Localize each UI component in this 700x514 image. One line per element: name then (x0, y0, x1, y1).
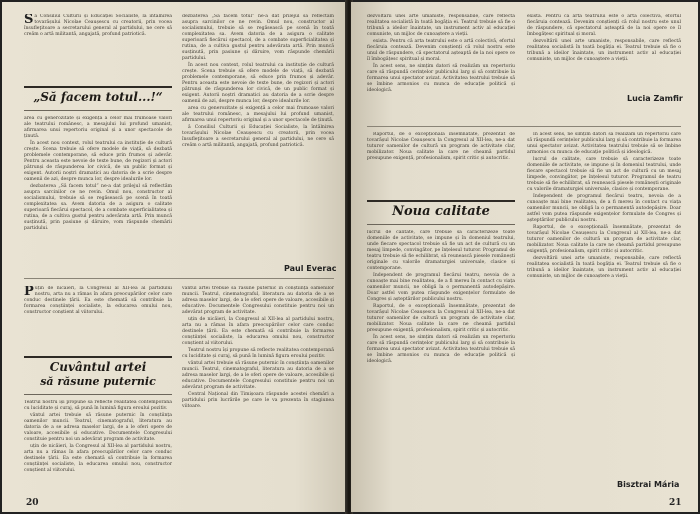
article1-title: „Să facem totul...!“ (33, 90, 163, 104)
page-number-left: 20 (26, 498, 39, 508)
right-article2-intro-text: Raportul, de o excepțională însemnătate, prezentat de tovarășul Nicolae Ceaușescu la Congresul al XII-lea, ne-a dat tuturor oamenilor de cultură un program de activitate clar, mobilizator. Noua calitate la care ne cheamă partidul presupune exigență, profesionalism, spirit critic și autocritic. (367, 132, 515, 161)
article2-col-a-body (24, 400, 172, 496)
article1-col-a-para1: area cu generozitate și exigență a celor mai frumoase valori ale teatrului românesc, a mesajului lui profund umanist, afirmarea unui repertoriu original și a unor spectacole de ținută. (24, 116, 172, 139)
article1-col-b-para4: ă Consiliul Culturii și Educației Socialiste, la întâlnirea tovarășului Nicolae Ceaușescu cu creatorii, prin vocea însufleţitoare a secretarului general al partidului, ne cere să creăm o artă militantă, angajată, profund patriotică. (182, 125, 334, 148)
article1-col-b (182, 14, 334, 266)
article2-col-a-para1: Teatrul nostru își propune să reflecte realitatea contemporană cu luciditate și curaj, să pună în lumină figura eroului pozitiv. (24, 400, 172, 411)
right-article2-col-b-para1: În acest sens, ne simțim datori să realizăm un repertoriu care să răspundă cerințelor publicului larg și să contribuie la formarea unui spectator avizat. Activitatea teatrului trebuie să se îmbine armonios cu munca de educație politică și ideologică. (527, 132, 681, 155)
right-article1-col-b-para1: exista. Pentru că arta teatrului este o artă colectivă, efortul fiecăruia contează. Devenim conștienți că rolul nostru este unul de răspundere, că spectatorul așteaptă de la noi opere ce îl îmbogățesc spiritual și moral. (527, 14, 681, 37)
drop-cap-2: P (24, 286, 34, 299)
right-article2-col-a-para2: Independent de programul fiecărui teatru, nevoia de a cunoaște mai bine realitatea, de a fi mereu în contact cu viața oamenilor muncii, ne obligă la o permanentă autodepășire. Doar astfel vom putea răspunde exigențelor formulate de Congres și așteptărilor publicului nostru. (367, 273, 515, 302)
right-article1-col-a-para1: dezvoltării unei arte umaniste, responsabile, care reflectă realitatea socialistă în toată bogăția ei. Teatrul trebuie să fie o tribună a ideilor înaintate, un instrument activ al educației comuniste, un mijloc de cunoaștere a vieții. (367, 14, 515, 37)
article2-col-b-para1: vântul artei trebuie să răsune puternic în conștiința oamenilor muncii. Teatrul, cinematograful, literatura au datoria de a se adresa maselor largi, de a le oferi opere de valoare, accesibile și educative. Documentele Congresului constituie pentru noi un adevărat program de activitate. (182, 286, 334, 315)
right-article2-title: Noua calitate (392, 204, 490, 219)
heading-rule-bottom (24, 110, 172, 111)
article2-intro-text: uțin de nicăieri, la Congresul al XII-lea al partidului nostru, arta nu a rămas în afara preocupărilor celor care conduc destinele țării. Ea este chemată să contribuie la formarea conștiinței socialiste, la educarea omului nou, constructor conștient al viitorului. (24, 286, 172, 315)
right-article2-col-b-para4: Raportul, de o excepțională însemnătate, prezentat de tovarășul Nicolae Ceaușescu la Congresul al XII-lea, ne-a dat tuturor oamenilor de cultură un program de activitate clar, mobilizator. Noua calitate la care ne cheamă partidul presupune exigență, profesionalism, spirit critic și autocritic. (527, 225, 681, 254)
right-article2-col-b-para3: Independent de programul fiecărui teatru, nevoia de a cunoaște mai bine realitatea, de a fi mereu în contact cu viața oamenilor muncii, ne obligă la o permanentă autodepășire. Doar astfel vom putea răspunde exigențelor formulate de Congres și așteptărilor publicului nostru. (527, 194, 681, 223)
right-article1-col-b-para2: dezvoltării unei arte umaniste, responsabile, care reflectă realitatea socialistă în toată bogăția ei. Teatrul trebuie să fie o tribună a ideilor înaintate, un instrument activ al educației comuniste, un mijloc de cunoaștere a vieții. (527, 39, 681, 62)
heading2-rule-top (24, 356, 172, 358)
right-section-divider (367, 126, 681, 127)
article2-col-b-para4: vântul artei trebuie să răsune puternic în conștiința oamenilor muncii. Teatrul, cinematograful, literatura au datoria de a se adresa maselor largi, de a le oferi opere de valoare, accesibile și educative. Documentele Congresului constituie pentru noi un adevărat program de activitate. (182, 361, 334, 390)
right-heading-rule-bottom (367, 224, 515, 225)
article1-col-a-para3: dezbaterea „Să facem totul” ne-a dat prilejul să reflectăm asupra sarcinilor ce ne revin. Omul nou, constructor al socialismului, trebuie să se regăsească pe scenă în toată complexitatea sa. Avem datoria de a asigura o calitate superioară fiecărui spectacol, de a combate superficialitatea și rutina, de a cultiva gustul pentru adevărata artă. Prin muncă susținută, prin pasiune și dăruire, vom răspunde chemării partidului. (24, 184, 172, 231)
left-page (2, 2, 347, 512)
right-article2-col-a-para1: lucrul de calitate, care trebuie să caracterizeze toate domeniile de activitate, se impune și în domeniul teatrului, unde fiecare spectacol trebuie să fie un act de cultură cu un mesaj limpede, convingător, pe înțelesul tuturor. Programul de teatru trebuie să fie echilibrat, să reunească piesele românești originale cu valorile dramaturgiei universale, clasice și contemporane. (367, 230, 515, 271)
article2-title-line2: să răsune puternic (40, 375, 156, 388)
article1-intro-text: ă Consiliul Culturii și Educației Socialiste, la întâlnirea tovarășului Nicolae Ceaușescu cu creatorii, prin vocea însufleţitoare a secretarului general al partidului, ne cere să creăm o artă militantă, angajată, profund patriotică. (24, 14, 172, 37)
article2-col-b-para3: Teatrul nostru își propune să reflecte realitatea contemporană cu luciditate și curaj, să pună în lumină figura eroului pozitiv. (182, 348, 334, 359)
article2-col-a-para3: uțin de nicăieri, la Congresul al XII-lea al partidului nostru, arta nu a rămas în afara preocupărilor celor care conduc destinele țării. Ea este chemată să contribuie la formarea conștiinței socialiste, la educarea omului nou, constructor conștient al viitorului. (24, 444, 172, 473)
right-article1-col-a-para2: exista. Pentru că arta teatrului este o artă colectivă, efortul fiecăruia contează. Devenim conștienți că rolul nostru este unul de răspundere, că spectatorul așteaptă de la noi opere ce îl îmbogățesc spiritual și moral. (367, 39, 515, 62)
article2-col-a-para2: vântul artei trebuie să răsune puternic în conștiința oamenilor muncii. Teatrul, cinematograful, literatura au datoria de a se adresa maselor largi, de a le oferi opere de valoare, accesibile și educative. Documentele Congresului constituie pentru noi un adevărat program de activitate. (24, 413, 172, 442)
article1-col-a-intro (24, 14, 172, 90)
right-article2-col-a-para3: Raportul, de o excepțională însemnătate, prezentat de tovarășul Nicolae Ceaușescu la Congresul al XII-lea, ne-a dat tuturor oamenilor de cultură un program de activitate clar, mobilizator. Noua calitate la care ne cheamă partidul presupune exigență, profesionalism, spirit critic și autocritic. (367, 304, 515, 333)
article1-col-b-para3: area cu generozitate și exigență a celor mai frumoase valori ale teatrului românesc, a mesajului lui profund umanist, afirmarea unui repertoriu original și a unor spectacole de ținută. (182, 106, 334, 123)
right-page (351, 2, 698, 512)
right-article2-col-a-body (367, 230, 515, 494)
right-article1-col-b (527, 14, 681, 92)
heading-rule-top (24, 86, 172, 88)
page-number-right: 21 (669, 498, 682, 508)
right-article2-col-a-para4: În acest sens, ne simțim datori să realizăm un repertoriu care să răspundă cerințelor publicului larg și să contribuie la formarea unui spectator avizat. Activitatea teatrului trebuie să se îmbine armonios cu munca de educație politică și ideologică. (367, 335, 515, 364)
article1-col-b-para1: dezbaterea „Să facem totul” ne-a dat prilejul să reflectăm asupra sarcinilor ce ne revin. Omul nou, constructor al socialismului, trebuie să se regăsească pe scenă în toată complexitatea sa. Avem datoria de a asigura o calitate superioară fiecărui spectacol, de a combate superficialitatea și rutina, de a cultiva gustul pentru adevărata artă. Prin muncă susținută, prin pasiune și dăruire, vom răspunde chemării partidului. (182, 14, 334, 61)
heading2-rule-bottom (24, 394, 172, 395)
right-article2-intro (367, 132, 515, 196)
article2-col-b (182, 286, 334, 494)
article2-col-b-para5: Central Național din Timișoara răspunde acestei chemări a partidului prin lucrările pe care le va prezenta în stagiunea viitoare. (182, 392, 334, 409)
article1-col-b-para2: În acest nou context, rolul teatrului ca instituție de cultură crește. Scena trebuie să ofere modele de viață, să dezbată problemele contemporane, să educe prin frumos și adevăr. Pentru aceasta este nevoie de texte bune, de regizori și actori pătrunși de răspunderea lor civică, de un public format și exigent. Autorii noștri dramatici au datoria de a scrie despre oamenii de azi, despre munca lor, despre idealurile lor. (182, 63, 334, 104)
article1-author: Paul Everac (284, 264, 337, 273)
right-article2-col-b-para2: lucrul de calitate, care trebuie să caracterizeze toate domeniile de activitate, se impune și în domeniul teatrului, unde fiecare spectacol trebuie să fie un act de cultură cu un mesaj limpede, convingător, pe înțelesul tuturor. Programul de teatru trebuie să fie echilibrat, să reunească piesele românești originale cu valorile dramaturgiei universale, clasice și contemporane. (527, 157, 681, 192)
right-article2-col-b (527, 132, 681, 476)
section-divider (24, 278, 334, 279)
right-heading-rule-top (367, 200, 515, 202)
right-article1-col-a-para3: În acest sens, ne simțim datori să realizăm un repertoriu care să răspundă cerințelor publicului larg și să contribuie la formarea unui spectator avizat. Activitatea teatrului trebuie să se îmbine armonios cu munca de educație politică și ideologică. (367, 64, 515, 93)
drop-cap: S (24, 14, 34, 27)
article1-col-a-body (24, 116, 172, 244)
article2-title-line1: Cuvântul artei (49, 360, 147, 374)
right-article2-col-b-para5: dezvoltării unei arte umaniste, responsabile, care reflectă realitatea socialistă în toată bogăția ei. Teatrul trebuie să fie o tribună a ideilor înaintate, un instrument activ al educației comuniste, un mijloc de cunoaștere a vieții. (527, 256, 681, 279)
right-article2-author: Bisztrai Mária (617, 480, 680, 489)
right-article1-author: Lucia Zamfir (627, 94, 683, 103)
article2-col-b-para2: uțin de nicăieri, la Congresul al XII-lea al partidului nostru, arta nu a rămas în afara preocupărilor celor care conduc destinele țării. Ea este chemată să contribuie la formarea conștiinței socialiste, la educarea omului nou, constructor conștient al viitorului. (182, 317, 334, 346)
right-article1-col-a (367, 14, 515, 124)
article2-col-a-intro (24, 286, 172, 352)
article1-col-a-para2: În acest nou context, rolul teatrului ca instituție de cultură crește. Scena trebuie să ofere modele de viață, să dezbată problemele contemporane, să educe prin frumos și adevăr. Pentru aceasta este nevoie de texte bune, de regizori și actori pătrunși de răspunderea lor civică, de un public format și exigent. Autorii noștri dramatici au datoria de a scrie despre oamenii de azi, despre munca lor, despre idealurile lor. (24, 141, 172, 182)
